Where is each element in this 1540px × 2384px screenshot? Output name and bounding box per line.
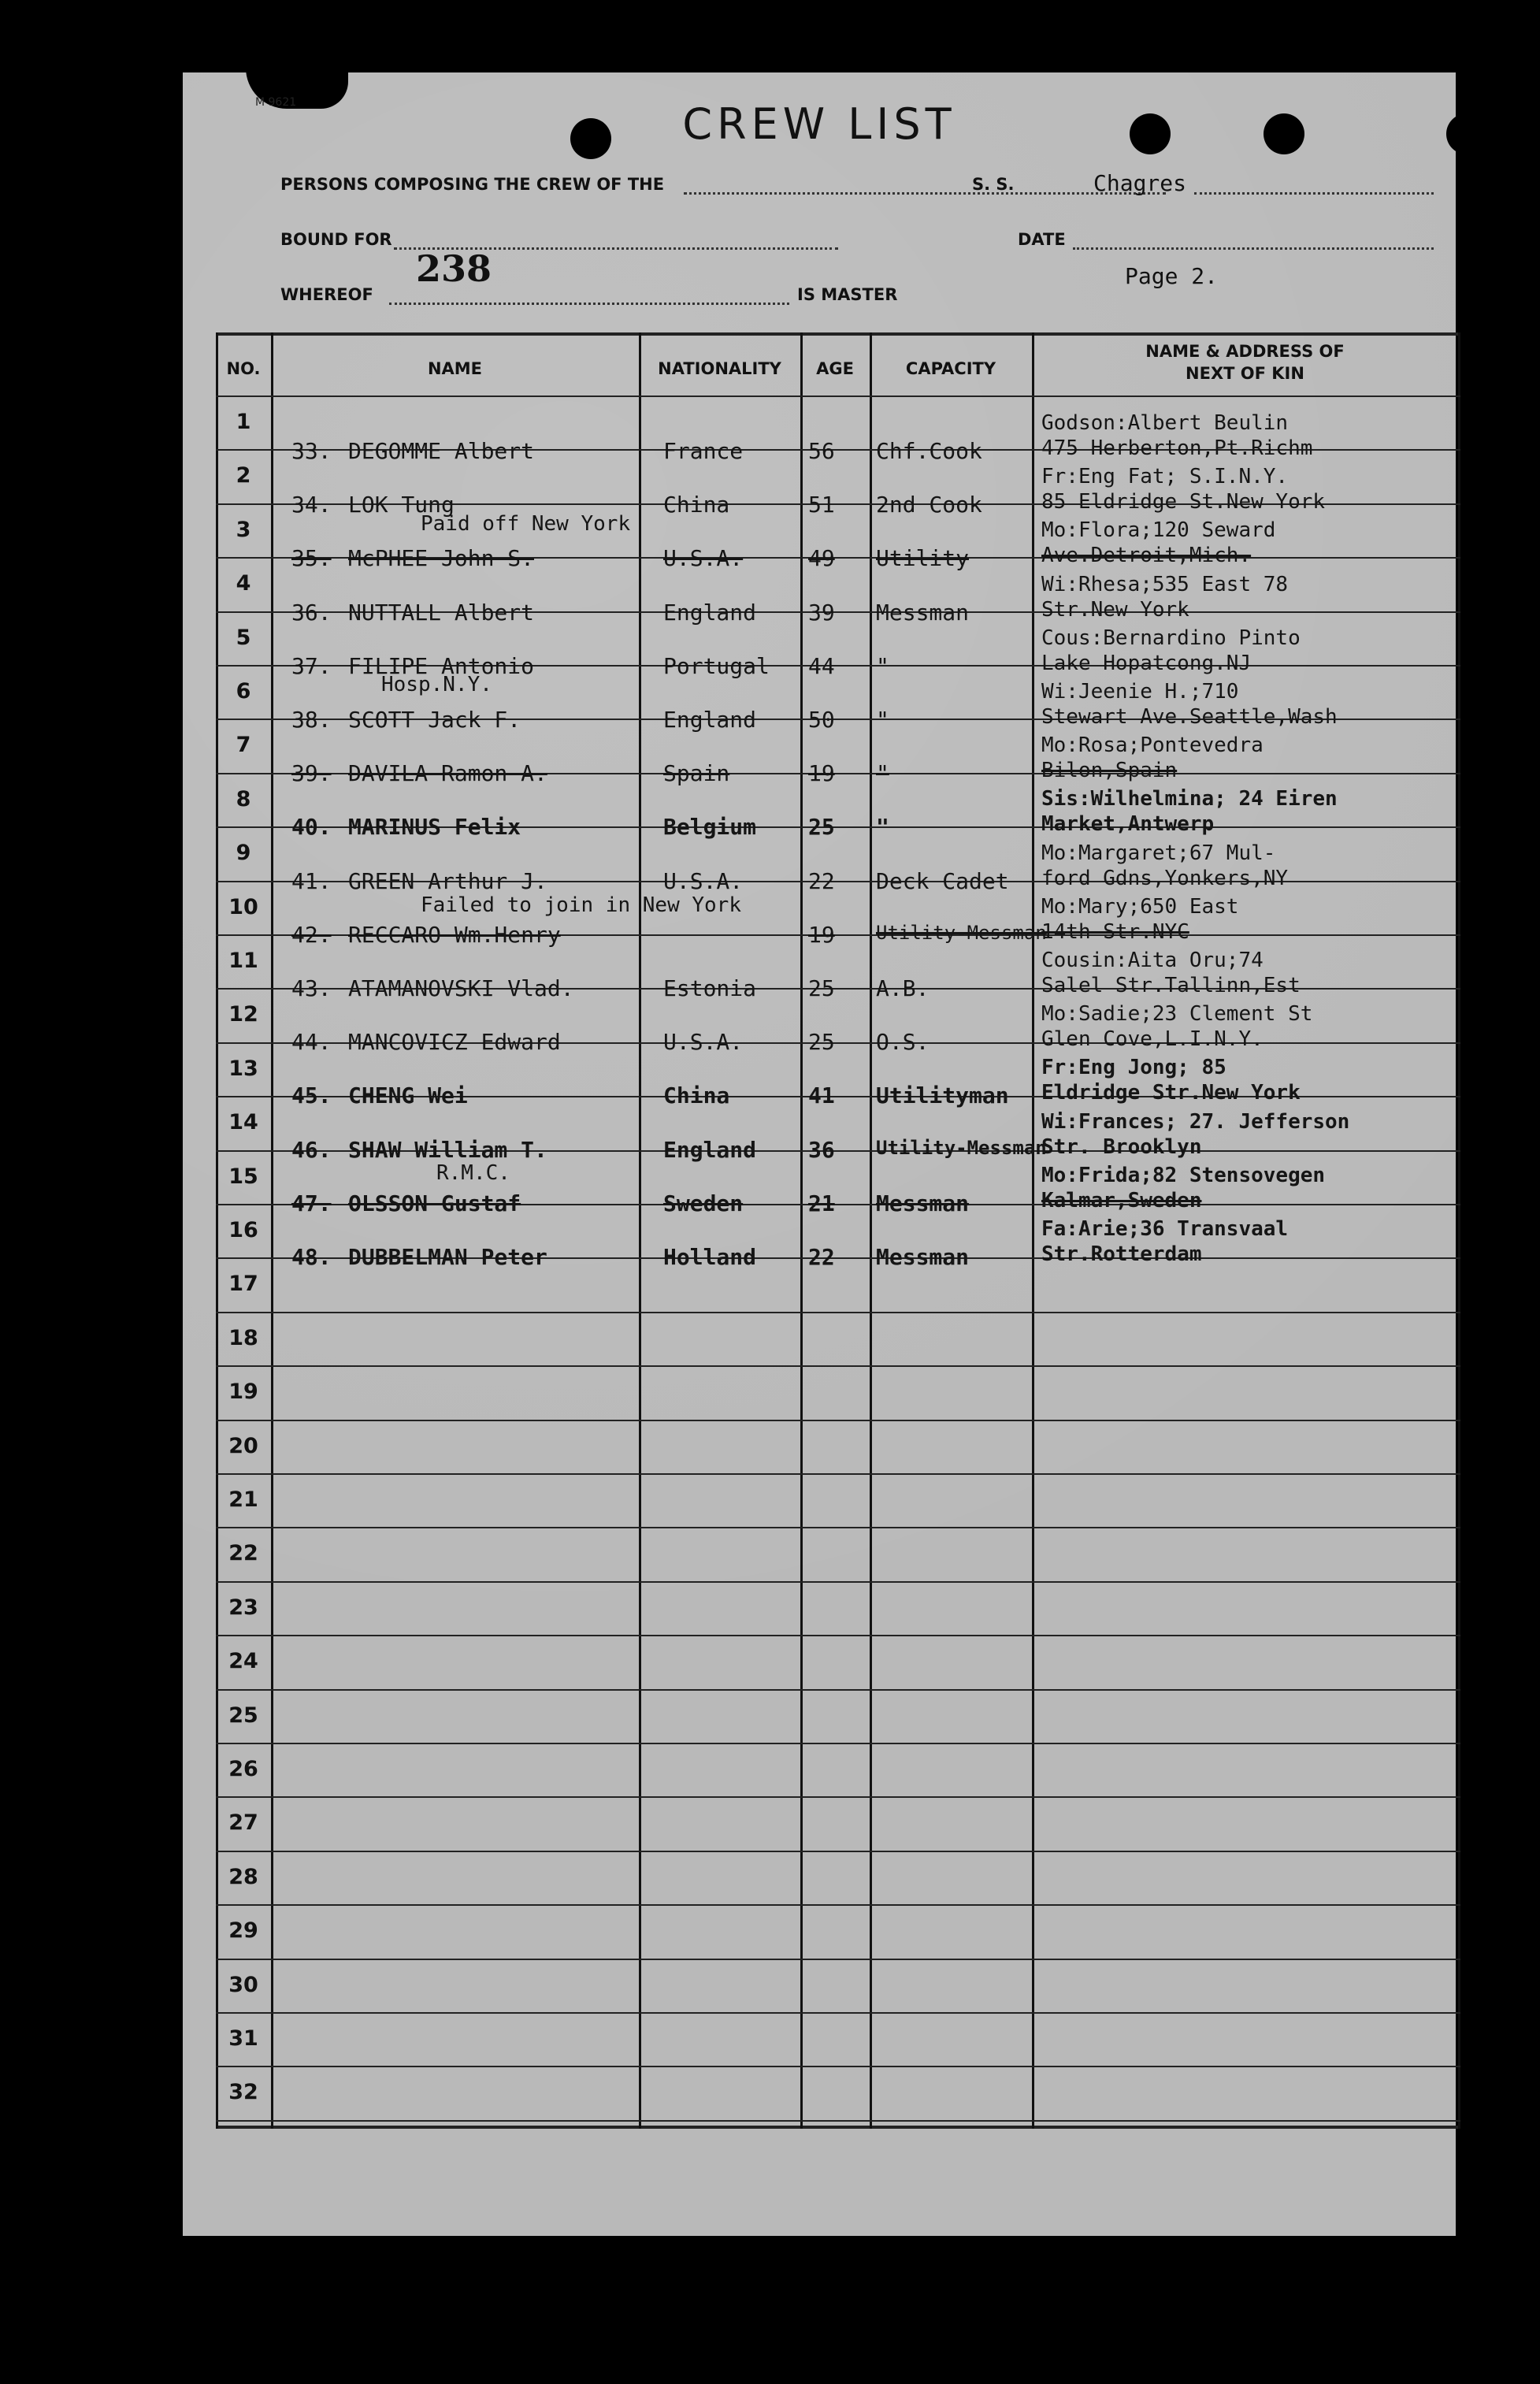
col-header-nationality: NATIONALITY <box>658 359 781 378</box>
row-number: 31 <box>228 2026 258 2051</box>
table-border <box>216 2126 1460 2129</box>
entry-name: DEGOMME Albert <box>348 438 535 464</box>
entry-kin-line1: Mo:Rosa;Pontevedra <box>1041 733 1264 758</box>
row-rule <box>216 1527 1460 1528</box>
entry-nationality: Spain <box>663 760 730 787</box>
entry-name: DAVILA Ramon A. <box>348 760 547 787</box>
form-number: M 9621 <box>255 96 297 109</box>
entry-kin-line1: Mo:Frida;82 Stensovegen <box>1041 1163 1326 1187</box>
col-header-name: NAME <box>427 359 483 378</box>
row-rule <box>216 1904 1460 1906</box>
entry-number: 38. <box>291 707 332 733</box>
row-rule <box>216 2012 1460 2014</box>
entry-kin-line2: 475 Herberton,Pt.Richm <box>1041 436 1313 460</box>
entry-kin-line1: Wi:Frances; 27. Jefferson <box>1041 1109 1350 1134</box>
row-number: 9 <box>236 841 251 866</box>
entry-number: 43. <box>291 975 332 1001</box>
column-rule <box>870 332 872 2129</box>
whereof-number: 238 <box>416 247 492 290</box>
row-number: 5 <box>236 625 251 650</box>
row-number: 10 <box>228 894 258 919</box>
row-number: 1 <box>236 410 251 434</box>
ss-label: S. S. <box>972 175 1015 194</box>
entry-kin-line2: Market,Antwerp <box>1041 812 1215 837</box>
col-header-kin-line2: NEXT OF KIN <box>1186 364 1304 383</box>
entry-age: 21 <box>808 1190 835 1216</box>
row-number: 7 <box>236 733 251 758</box>
entry-name: CHENG Wei <box>348 1082 468 1109</box>
row-number: 29 <box>228 1918 258 1944</box>
entry-capacity: A.B. <box>876 975 930 1001</box>
entry-kin-line1: Godson:Albert Beulin <box>1041 411 1289 435</box>
entry-capacity: Deck Cadet <box>876 867 1009 894</box>
column-rule <box>1458 332 1460 2129</box>
entry-name: MARINUS Felix <box>348 814 521 841</box>
row-rule <box>216 1796 1460 1798</box>
row-number: 27 <box>228 1810 258 1836</box>
entry-number: 42. <box>291 921 332 948</box>
entry-kin-line2: Glen Cove,L.I.N.Y. <box>1041 1027 1264 1052</box>
entry-nationality: Portugal <box>663 652 770 679</box>
row-rule <box>216 1581 1460 1583</box>
entry-kin-line1: Mo:Flora;120 Seward <box>1041 518 1276 543</box>
row-number: 3 <box>236 517 251 542</box>
entry-capacity: O.S. <box>876 1029 930 1056</box>
entry-name: SHAW William T. <box>348 1136 547 1163</box>
entry-nationality: England <box>663 599 757 626</box>
row-rule <box>216 1473 1460 1475</box>
entry-kin-line1: Cous:Bernardino Pinto <box>1041 626 1301 650</box>
bound-for-label: BOUND FOR <box>280 230 392 249</box>
row-number: 26 <box>228 1757 258 1781</box>
entry-number: 45. <box>291 1082 332 1109</box>
row-rule <box>216 395 1460 397</box>
entry-name: MANCOVICZ Edward <box>348 1029 561 1056</box>
entry-kin-line2: Stewart Ave.Seattle,Wash <box>1041 705 1338 729</box>
entry-kin-line1: Wi:Rhesa;535 East 78 <box>1041 572 1289 596</box>
entry-nationality: U.S.A. <box>663 545 744 572</box>
row-number: 15 <box>228 1164 258 1189</box>
col-header-kin-line1: NAME & ADDRESS OF <box>1145 342 1345 361</box>
row-number: 8 <box>236 786 251 811</box>
entry-name: OLSSON Gustaf <box>348 1190 521 1216</box>
col-header-kin <box>1032 340 1458 384</box>
column-rule <box>1032 332 1034 2129</box>
entry-number: 48. <box>291 1244 332 1270</box>
crew-list-sheet <box>183 72 1456 2236</box>
entry-name: NUTTALL Albert <box>348 599 535 626</box>
entry-nationality: Estonia <box>663 975 757 1001</box>
entry-age: 19 <box>808 760 835 787</box>
row-number: 20 <box>228 1433 258 1458</box>
entry-capacity: Messman <box>876 1190 970 1216</box>
entry-kin-line1: Fa:Arie;36 Transvaal <box>1041 1217 1289 1241</box>
entry-nationality: China <box>663 1082 730 1109</box>
row-number: 2 <box>236 463 251 488</box>
entry-kin-line2: ford Gdns,Yonkers,NY <box>1041 866 1289 890</box>
is-master-label: IS MASTER <box>797 285 898 304</box>
entry-capacity: Utility <box>876 545 970 572</box>
row-number: 17 <box>228 1272 258 1297</box>
column-rule <box>639 332 641 2129</box>
entry-nationality: England <box>663 707 757 733</box>
entry-name: GREEN Arthur J. <box>348 867 547 894</box>
annotation-paid-off: Paid off New York <box>421 512 631 536</box>
entry-name: SCOTT Jack F. <box>348 707 521 733</box>
entry-capacity: Utility-Messman <box>876 921 1047 944</box>
entry-kin-line1: Fr:Eng Jong; 85 <box>1041 1056 1226 1080</box>
entry-number: 35. <box>291 545 332 572</box>
entry-kin-line1: Mo:Mary;650 East <box>1041 894 1239 919</box>
whereof-label: WHEREOF <box>280 285 373 304</box>
row-number: 12 <box>228 1002 258 1027</box>
entry-age: 19 <box>808 921 835 948</box>
row-rule <box>216 1959 1460 1960</box>
entry-number: 44. <box>291 1029 332 1056</box>
row-number: 30 <box>228 1972 258 1997</box>
entry-number: 39. <box>291 760 332 787</box>
annotation-failed-to-join: Failed to join in New York <box>421 893 741 917</box>
entry-kin-line1: Fr:Eng Fat; S.I.N.Y. <box>1041 465 1289 489</box>
entry-number: 36. <box>291 599 332 626</box>
persons-label: PERSONS COMPOSING THE CREW OF THE <box>280 175 665 194</box>
entry-kin-line2: Ave.Detroit,Mich. <box>1041 544 1252 568</box>
col-header-capacity: CAPACITY <box>905 359 996 378</box>
entry-age: 25 <box>808 975 835 1001</box>
row-number: 25 <box>228 1703 258 1728</box>
entry-nationality: China <box>663 492 730 518</box>
row-number: 4 <box>236 571 251 596</box>
entry-kin-line1: Mo:Sadie;23 Clement St <box>1041 1002 1313 1027</box>
entry-name: DUBBELMAN Peter <box>348 1244 547 1270</box>
page-number: Page 2. <box>1125 263 1219 289</box>
dotted-line <box>1073 247 1434 250</box>
entry-capacity: 2nd Cook <box>876 492 982 518</box>
entry-capacity: " <box>876 814 889 841</box>
col-header-age: AGE <box>816 359 854 378</box>
entry-age: 25 <box>808 814 835 841</box>
entry-kin-line1: Mo:Margaret;67 Mul- <box>1041 841 1276 865</box>
entry-number: 33. <box>291 438 332 464</box>
entry-number: 34. <box>291 492 332 518</box>
dotted-line <box>389 303 789 305</box>
entry-kin-line1: Wi:Jeenie H.;710 <box>1041 680 1239 704</box>
row-number: 16 <box>228 1218 258 1242</box>
entry-kin-line2: 14th Str.NYC <box>1041 919 1189 944</box>
entry-capacity: Messman <box>876 1244 970 1270</box>
column-rule <box>271 332 273 2129</box>
entry-name: LOK Tung <box>348 492 455 518</box>
row-number: 6 <box>236 679 251 704</box>
entry-name: ATAMANOVSKI Vlad. <box>348 975 574 1001</box>
table-border <box>216 332 1460 336</box>
entry-nationality: Belgium <box>663 814 757 841</box>
entry-name: FILIPE Antonio <box>348 652 535 679</box>
entry-nationality: U.S.A. <box>663 1029 744 1056</box>
entry-age: 39 <box>808 599 835 626</box>
entry-nationality: Holland <box>663 1244 757 1270</box>
dotted-line <box>1194 192 1434 195</box>
column-rule <box>800 332 803 2129</box>
entry-capacity: Messman <box>876 599 970 626</box>
annotation-hosp: Hosp.N.Y. <box>381 673 492 696</box>
entry-kin-line2: Kalmar,Sweden <box>1041 1188 1202 1212</box>
entry-age: 44 <box>808 652 835 679</box>
entry-age: 41 <box>808 1082 835 1109</box>
crew-table <box>216 332 1460 2129</box>
row-number: 22 <box>228 1541 258 1566</box>
entry-capacity: " <box>876 652 889 679</box>
entry-name: McPHEE John S. <box>348 545 535 572</box>
entry-kin-line2: Salel Str.Tallinn,Est <box>1041 974 1301 997</box>
row-rule <box>216 1635 1460 1636</box>
entry-kin-line1: Sis:Wilhelmina; 24 Eiren <box>1041 787 1338 811</box>
entry-name: RECCARO Wm.Henry <box>348 921 561 948</box>
entry-age: 56 <box>808 438 835 464</box>
row-rule <box>216 1365 1460 1367</box>
entry-nationality: France <box>663 438 744 464</box>
row-number: 14 <box>228 1110 258 1135</box>
entry-nationality: England <box>663 1136 757 1163</box>
row-rule <box>216 1312 1460 1313</box>
entry-capacity: " <box>876 707 889 733</box>
entry-age: 25 <box>808 1029 835 1056</box>
entry-nationality: Sweden <box>663 1190 744 1216</box>
entry-kin-line2: Str.Rotterdam <box>1041 1242 1202 1266</box>
row-number: 28 <box>228 1864 258 1889</box>
entry-kin-line2: Eldridge Str.New York <box>1041 1081 1301 1105</box>
row-number: 21 <box>228 1487 258 1512</box>
entry-capacity: Chf.Cook <box>876 438 982 464</box>
entry-age: 49 <box>808 545 835 572</box>
entry-kin-line1: Cousin:Aita Oru;74 <box>1041 949 1264 972</box>
row-number: 24 <box>228 1649 258 1674</box>
entry-number: 46. <box>291 1136 332 1163</box>
row-rule <box>216 1689 1460 1691</box>
row-rule <box>216 2120 1460 2122</box>
entry-number: 40. <box>291 814 332 841</box>
row-rule <box>216 1743 1460 1744</box>
col-header-no: NO. <box>226 359 261 378</box>
row-rule <box>216 1851 1460 1852</box>
date-label: DATE <box>1018 230 1066 249</box>
row-number: 13 <box>228 1056 258 1081</box>
annotation-rmc: R.M.C. <box>436 1161 510 1185</box>
entry-number: 47. <box>291 1190 332 1216</box>
entry-kin-line2: Lake Hopatcong.NJ <box>1041 651 1252 675</box>
row-number: 18 <box>228 1325 258 1350</box>
row-rule <box>216 1420 1460 1421</box>
entry-kin-line2: Str. Brooklyn <box>1041 1134 1202 1159</box>
entry-age: 22 <box>808 867 835 894</box>
row-number: 23 <box>228 1595 258 1620</box>
row-number: 32 <box>228 2080 258 2105</box>
entry-capacity: Utilityman <box>876 1082 1009 1109</box>
entry-capacity: Utility-Messman <box>876 1136 1047 1159</box>
row-number: 11 <box>228 949 258 973</box>
page-title: CREW LIST <box>682 99 956 149</box>
entry-kin-line2: 85 Eldridge St.New York <box>1041 490 1326 514</box>
row-number: 19 <box>228 1380 258 1405</box>
entry-nationality: U.S.A. <box>663 867 744 894</box>
entry-number: 37. <box>291 652 332 679</box>
entry-number: 41. <box>291 867 332 894</box>
entry-age: 51 <box>808 492 835 518</box>
entry-kin-line2: Bilon,Spain <box>1041 759 1178 783</box>
entry-kin-line2: Str.New York <box>1041 597 1189 622</box>
entry-age: 22 <box>808 1244 835 1270</box>
entry-age: 50 <box>808 707 835 733</box>
ship-name: Chagres <box>1093 170 1187 196</box>
row-rule <box>216 2066 1460 2067</box>
entry-age: 36 <box>808 1136 835 1163</box>
entry-capacity: " <box>876 760 889 787</box>
